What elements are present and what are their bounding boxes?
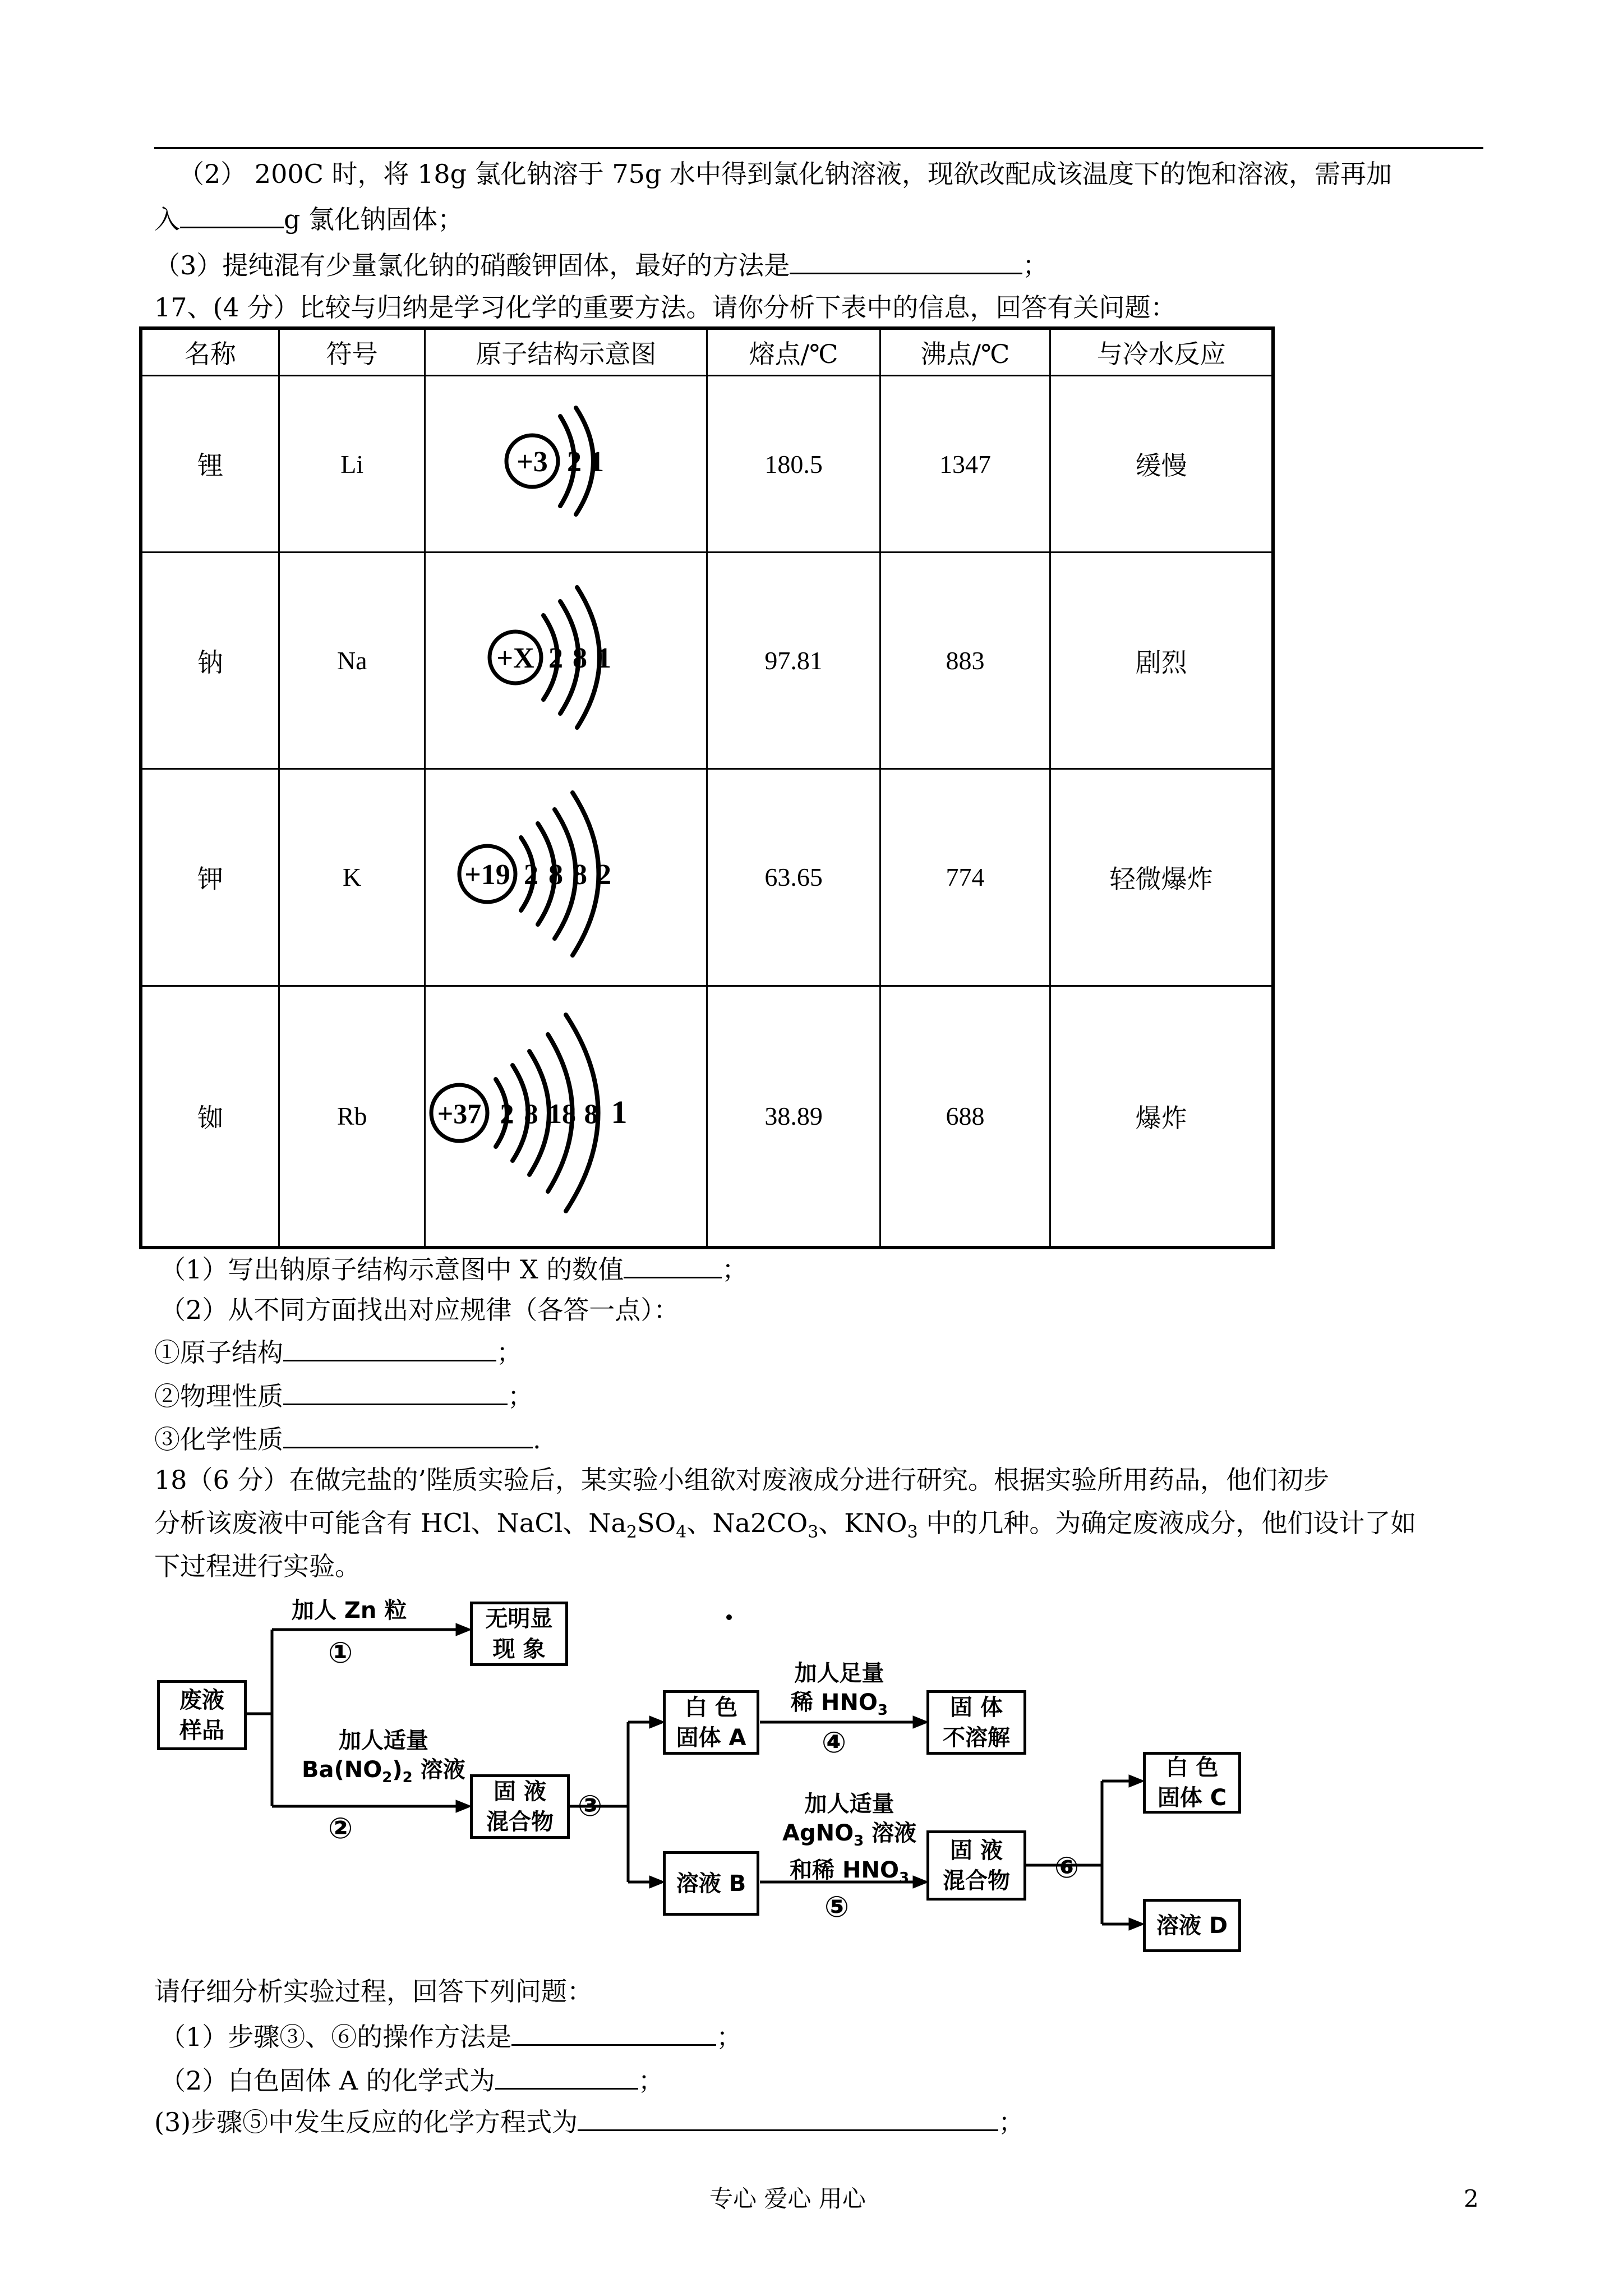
element-symbol: K <box>279 769 425 986</box>
col-header: 沸点/℃ <box>880 328 1050 376</box>
box-solid-insoluble: 固 体 不溶解 <box>926 1690 1026 1755</box>
boiling-point: 688 <box>880 986 1050 1248</box>
table-row <box>141 986 1273 1248</box>
shell-electrons: 1 <box>589 445 605 478</box>
step-1: ① <box>328 1636 353 1670</box>
melting-point: 63.65 <box>707 769 880 986</box>
answer-blank[interactable] <box>283 1379 508 1405</box>
q16-part3: （3）提纯混有少量氯化钠的硝酸钾固体，最好的方法是 ； <box>154 248 1048 282</box>
flow-diagram <box>151 1596 1259 1952</box>
melting-point: 97.81 <box>707 553 880 769</box>
label-add-agno3: 加人适量 AgNO$_3$ 溶液 和稀 $HNO_3$ <box>782 1791 917 1887</box>
box-mixture-1: 固 液 混合物 <box>470 1774 570 1839</box>
element-name: 钠 <box>141 553 279 769</box>
svg-text:2: 2 <box>524 859 539 891</box>
step-5: ⑤ <box>824 1890 850 1924</box>
q18-line3: 下过程进行实验。 <box>154 1551 361 1581</box>
element-symbol: Na <box>279 553 425 769</box>
atom-diagram <box>425 986 707 1248</box>
answer-blank[interactable] <box>578 2105 998 2131</box>
col-header: 名称 <box>141 328 279 376</box>
svg-text:+37: +37 <box>437 1098 482 1130</box>
q18-ask: 请仔细分析实验过程，回答下列问题： <box>154 1976 593 2007</box>
atom-structure-li <box>426 377 706 545</box>
answer-blank[interactable] <box>624 1252 722 1278</box>
q18-line1: 18（6 分）在做完盐的’陛质实验后，某实验小组欲对废液成分进行研究。根据实验所用药品，他们初步 <box>154 1465 1330 1495</box>
table-header-row <box>141 328 1273 376</box>
box-white-solid-c: 白 色 固体 C <box>1143 1752 1241 1814</box>
header-rule <box>154 147 1483 149</box>
table-row <box>141 769 1273 986</box>
element-name: 铷 <box>141 986 279 1248</box>
col-header: 符号 <box>279 328 425 376</box>
q17-answer-1: （1）写出钠原子结构示意图中 X 的数值 ； <box>160 1252 748 1286</box>
nucleus-charge: +3 <box>517 445 548 478</box>
svg-text:8: 8 <box>573 859 588 891</box>
q17-answer-2: （2）从不同方面找出对应规律（各答一点）： <box>160 1295 680 1325</box>
atom-structure-na <box>426 554 706 761</box>
q17-stem: 17、(4 分）比较与归纳是学习化学的重要方法。请你分析下表中的信息，回答有关问题： <box>154 292 1177 323</box>
svg-text:8: 8 <box>573 642 588 675</box>
label-add-zn: 加人 Zn 粒 <box>292 1598 407 1623</box>
col-header: 熔点/℃ <box>707 328 880 376</box>
svg-text:+19: +19 <box>464 859 511 891</box>
atom-diagram <box>425 769 707 986</box>
box-waste-sample: 废液 样品 <box>157 1680 247 1750</box>
q18-answer-2: （2）白色固体 A 的化学式为 ； <box>160 2063 664 2097</box>
q18-answer-3: (3)步骤⑤中发生反应的化学方程式为 ； <box>154 2105 1024 2139</box>
svg-text:18: 18 <box>548 1098 577 1130</box>
label-add-hno3: 加人足量 稀 $HNO_3$ <box>791 1660 888 1719</box>
box-no-change: 无明显 现 象 <box>470 1602 568 1666</box>
water-reaction: 剧烈 <box>1050 553 1273 769</box>
water-reaction: 爆炸 <box>1050 986 1273 1248</box>
table-row <box>141 553 1273 769</box>
q16-part2: （2） 200C 时，将 18g 氯化钠溶于 75g 水中得到氯化钠溶液，现欲改配成该温度下的饱和溶液，需再加 <box>178 159 1392 189</box>
element-name: 锂 <box>141 376 279 553</box>
svg-text:2: 2 <box>548 642 564 675</box>
step-3: ③ <box>578 1789 603 1823</box>
melting-point: 38.89 <box>707 986 880 1248</box>
footer-motto: 专心 爱心 用心 <box>709 2185 866 2212</box>
svg-text:2: 2 <box>597 859 612 891</box>
box-solution-d: 溶液 D <box>1143 1899 1241 1952</box>
answer-blank[interactable] <box>283 1335 496 1361</box>
element-symbol: Rb <box>279 986 425 1248</box>
atom-structure-k <box>426 770 706 978</box>
q17-answer-2-1: ①原子结构 ； <box>154 1335 522 1369</box>
q18-answer-1: （1）步骤③、⑥的操作方法是 ； <box>160 2019 742 2054</box>
melting-point: 180.5 <box>707 376 880 553</box>
q17-answer-2-3: ③化学性质 . <box>154 1422 541 1456</box>
atom-diagram <box>425 376 707 553</box>
box-solution-b: 溶液 B <box>663 1851 759 1916</box>
page-number: 2 <box>1464 2185 1479 2212</box>
svg-text:8: 8 <box>584 1098 598 1130</box>
water-reaction: 缓慢 <box>1050 376 1273 553</box>
element-name: 钾 <box>141 769 279 986</box>
boiling-point: 883 <box>880 553 1050 769</box>
svg-text:8: 8 <box>524 1098 538 1130</box>
water-reaction: 轻微爆炸 <box>1050 769 1273 986</box>
atom-structure-rb <box>426 987 706 1239</box>
answer-blank[interactable] <box>283 1422 533 1448</box>
step-6: ⑥ <box>1054 1851 1080 1885</box>
col-header: 原子结构示意图 <box>425 328 707 376</box>
label-add-bano3: 加人适量 $Ba(NO_2)_2$ 溶液 <box>302 1728 465 1786</box>
svg-text:1: 1 <box>611 1094 628 1131</box>
answer-blank[interactable] <box>495 2063 638 2090</box>
q16-part2-line2: 入 g 氯化钠固体； <box>154 202 463 236</box>
svg-text:+X: +X <box>496 642 534 675</box>
answer-blank[interactable] <box>511 2019 716 2046</box>
step-4: ④ <box>822 1726 847 1760</box>
q18-line2: 分析该废液中可能含有 HCl、NaCl、$Na_2SO_4$、$Na2CO_3$、$KNO_3$ 中的几种。为确定废液成分，他们设计了如 <box>154 1508 1417 1543</box>
svg-text:2: 2 <box>500 1098 514 1130</box>
table-row <box>141 376 1273 553</box>
step-2: ② <box>328 1812 353 1846</box>
q17-answer-2-2: ②物理性质 ； <box>154 1379 533 1413</box>
answer-blank[interactable] <box>180 202 284 228</box>
box-mixture-2: 固 液 混合物 <box>926 1830 1026 1901</box>
element-table <box>139 326 1275 1249</box>
element-symbol: Li <box>279 376 425 553</box>
atom-diagram <box>425 553 707 769</box>
boiling-point: 1347 <box>880 376 1050 553</box>
svg-text:8: 8 <box>548 859 564 891</box>
svg-text:1: 1 <box>597 642 612 675</box>
boiling-point: 774 <box>880 769 1050 986</box>
box-white-solid-a: 白 色 固体 A <box>663 1690 759 1755</box>
col-header: 与冷水反应 <box>1050 328 1273 376</box>
answer-blank[interactable] <box>790 248 1022 274</box>
shell-electrons: 2 <box>567 445 582 478</box>
